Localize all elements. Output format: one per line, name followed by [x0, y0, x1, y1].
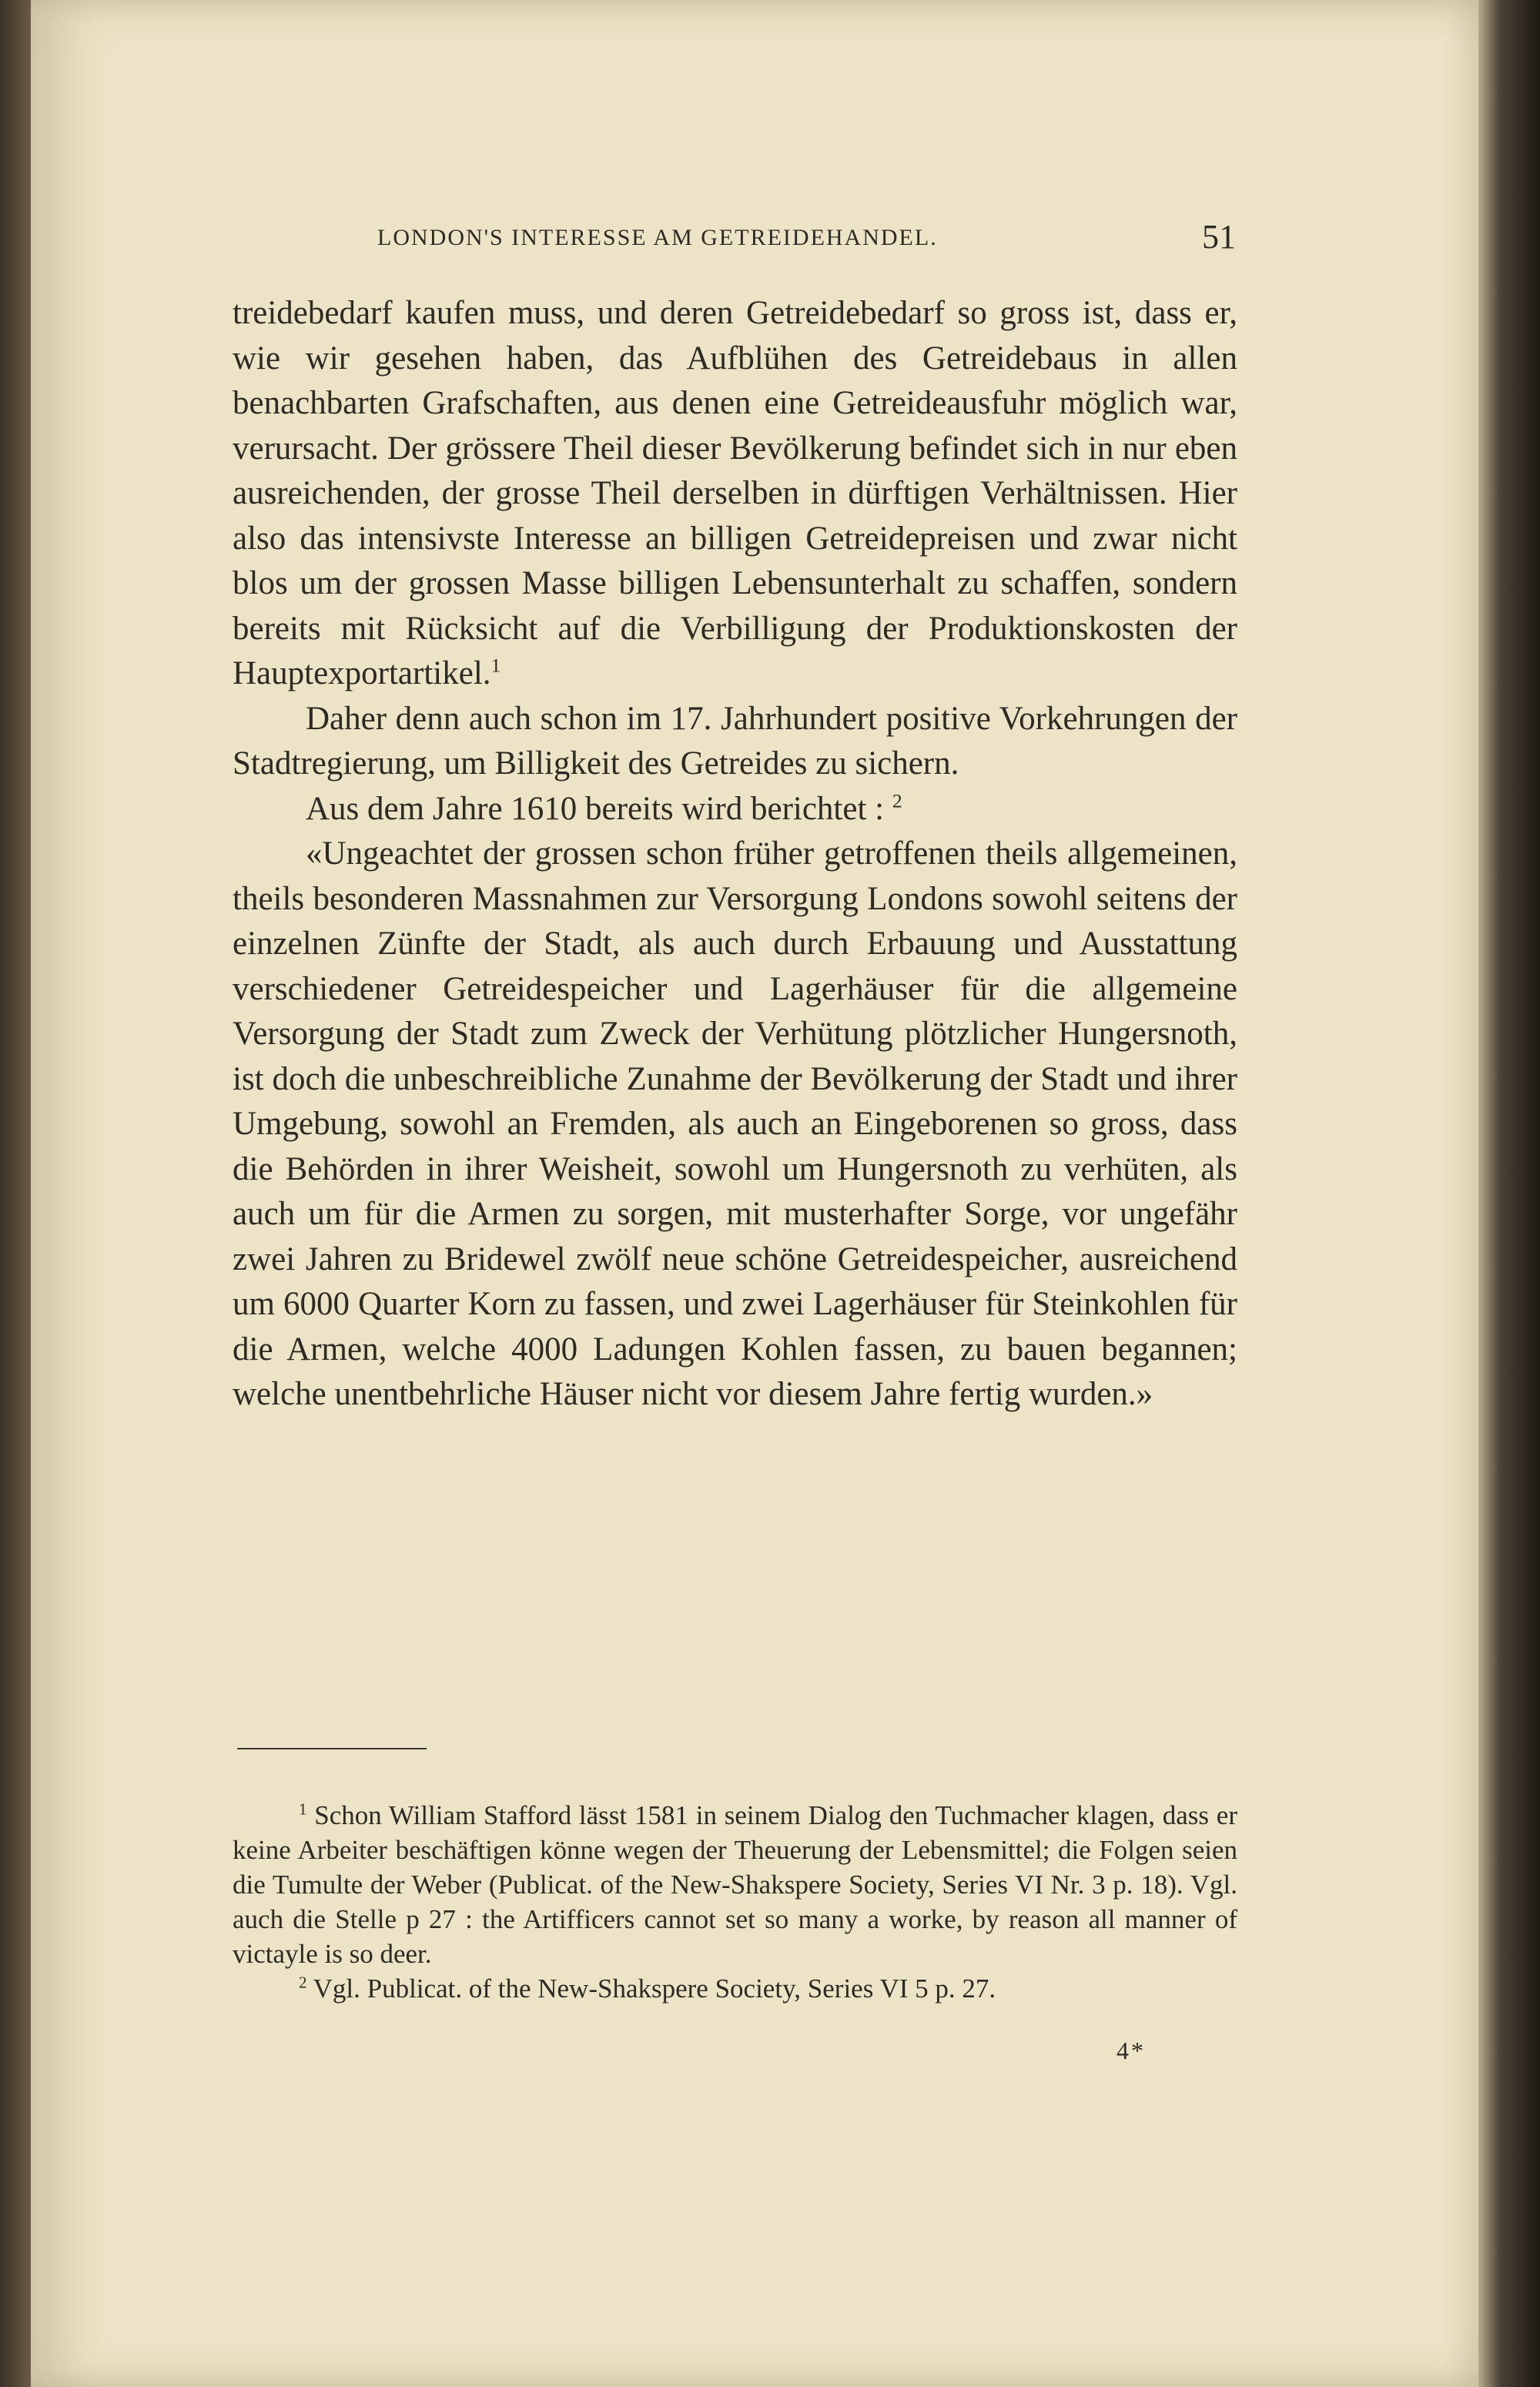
footnotes [233, 1798, 1237, 2006]
running-title: LONDON'S INTERESSE AM GETREIDEHANDEL. [377, 225, 938, 250]
main-text [233, 291, 1237, 1418]
page-number: 51 [1202, 218, 1236, 256]
signature-mark: 4* [1116, 2037, 1146, 2064]
page-edge-shadow [1478, 0, 1540, 2387]
quotation-paragraph: «Ungeachtet der grossen schon früher getroffenen theils allgemeinen, theils besonderen Massnahmen zur Versorgung Londons sowohl seitens der einzelnen Zünfte der Stadt, als auch durch Erbauung und Ausstattung verschiedener Getreidespeicher und Lagerhäuser für die allgemeine Versorgung der Stadt zum Zweck der Verhütung plötzlicher Hungersnoth, ist doch die unbeschreibliche Zunahme der Bevölkerung der Stadt und ihrer Umgebung, sowohl an Fremden, als auch an Eingeborenen so gross, dass die Behörden in ihrer Weisheit, sowohl um Hungersnoth zu verhüten, als auch um für die Armen zu sorgen, mit musterhafter Sorge, vor ungefähr zwei Jahren zu Bridewel zwölf neue schöne Getreidespeicher, ausreichend um 6000 Quarter Korn zu fassen, und zwei Lagerhäuser für Steinkohlen für die Armen, welche 4000 Ladungen Kohlen fassen, zu bauen begannen; welche unentbehrliche Häuser nicht vor diesem Jahre fertig wurden.» [233, 835, 1237, 1412]
footnote-ref-1: 1 [490, 654, 501, 677]
footnote-divider [237, 1748, 427, 1749]
book-spine-shadow [0, 0, 31, 2387]
paragraph-3-text: Aus dem Jahre 1610 bereits wird berichtet : [306, 790, 885, 827]
footnote-1-mark: 1 [299, 1799, 307, 1819]
footnote-1 [233, 1798, 1237, 1971]
footnote-2-text: Vgl. Publicat. of the New-Shakspere Society, Series VI 5 p. 27. [313, 1974, 996, 2004]
footnote-ref-2: 2 [892, 789, 902, 812]
page-header [377, 218, 1236, 271]
paragraph-1-text: treidebedarf kaufen muss, und deren Getreidebedarf so gross ist, dass er, wie wir gesehen haben, das Aufblühen des Getreidebaus in allen benachbarten Grafschaften, aus denen eine Getreideausfuhr möglich war, verursacht. Der grössere Theil dieser Bevölkerung befindet sich in nur eben ausreichenden, der grosse Theil derselben in dürftigen Verhältnissen. Hier also das intensivste Interesse an billigen Getreidepreisen und zwar nicht blos um der grossen Masse billigen Lebensunterhalt zu schaffen, sondern bereits mit Rücksicht auf die Verbilligung der Produktionskosten der Hauptexportartikel. [233, 295, 1237, 691]
book-page [31, 0, 1478, 2387]
footnote-2-mark: 2 [299, 1973, 307, 1992]
paragraph-1 [233, 291, 1237, 697]
paragraph-3 [233, 787, 1237, 832]
paragraph-2: Daher denn auch schon im 17. Jahrhundert positive Vorkehrungen der Stadtregierung, um Billigkeit des Getreides zu sichern. [233, 700, 1237, 782]
footnote-1-text: Schon William Stafford lässt 1581 in seinem Dialog den Tuchmacher klagen, dass er keine Arbeiter beschäftigen könne wegen der Theuerung der Lebensmittel; die Folgen seien die Tumulte der Weber (Publicat. of the New-Shakspere Society, Series VI Nr. 3 p. 18). Vgl. auch die Stelle p 27 : the Artifficers cannot set so many a worke, by reason all manner of victayle is so deer. [233, 1800, 1237, 1969]
footnote-2 [233, 1971, 1237, 2006]
